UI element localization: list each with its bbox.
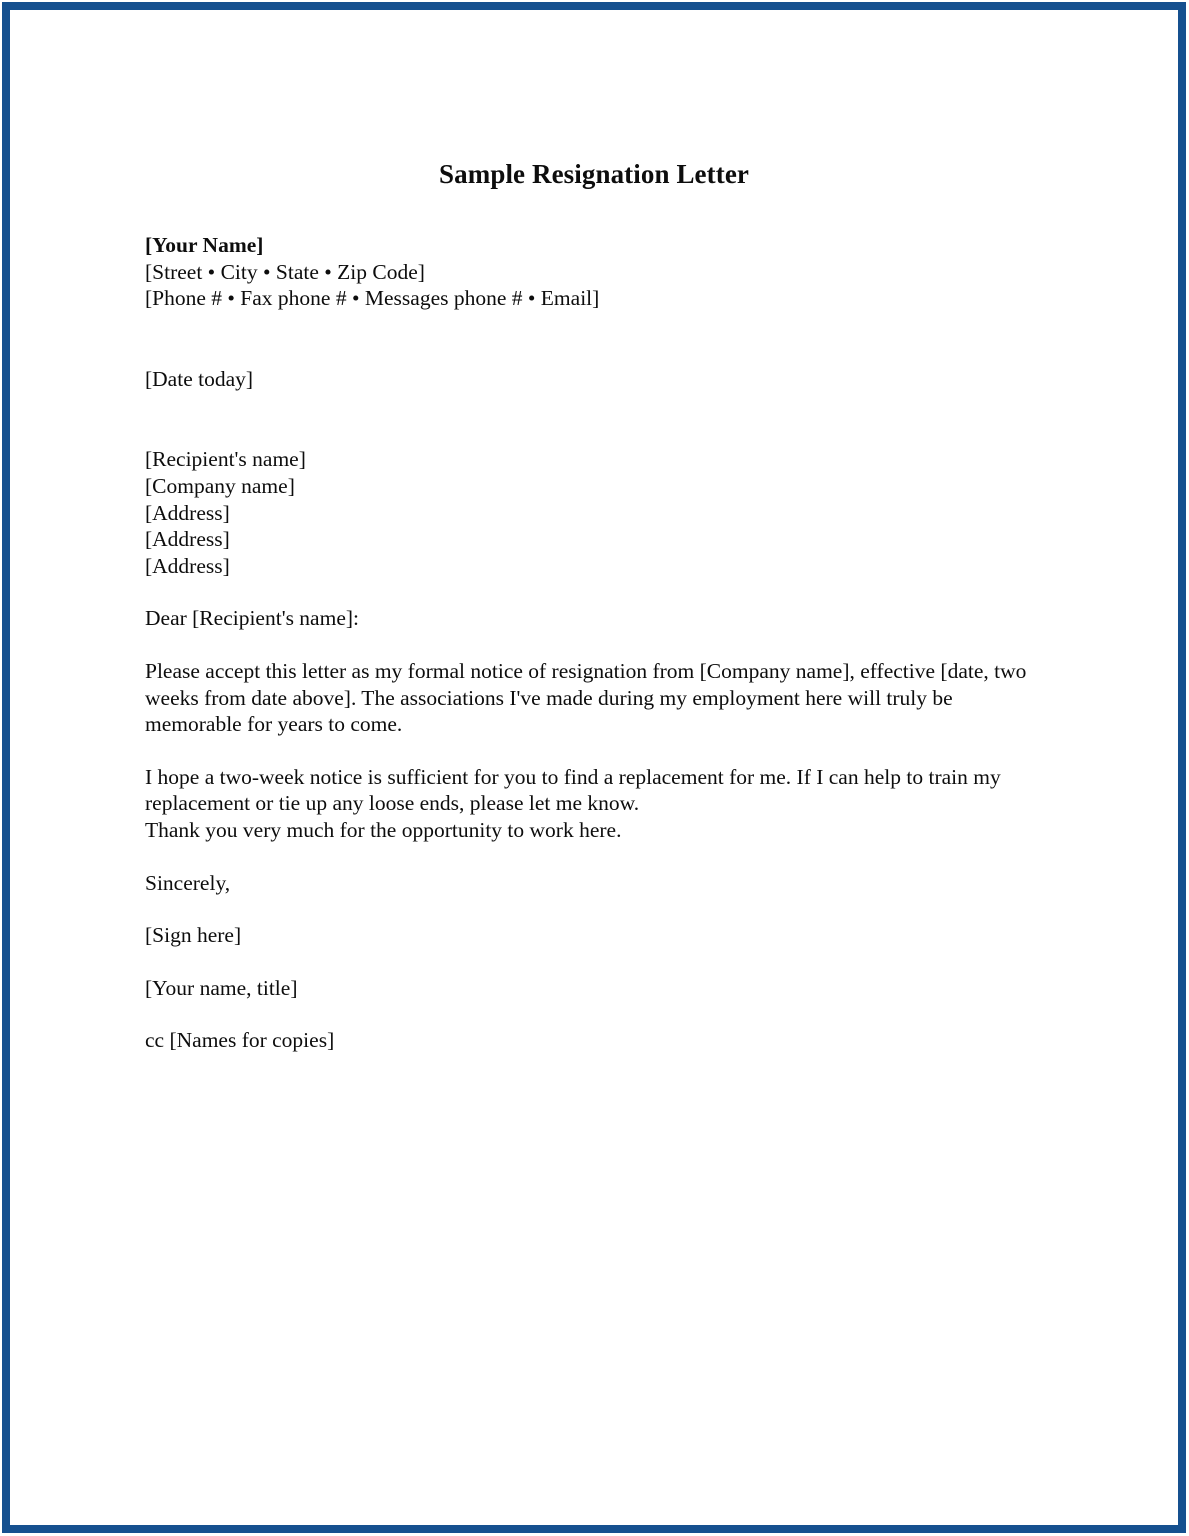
date-block bbox=[145, 366, 1045, 393]
recipient-address-line-1: [Address] bbox=[145, 500, 230, 525]
spacer-before-paragraph-2 bbox=[145, 738, 1045, 764]
sender-contact-details: [Phone # • Fax phone # • Messages phone # • Email] bbox=[145, 286, 600, 311]
spacer-after-date bbox=[145, 392, 1045, 446]
body-paragraph-2 bbox=[145, 764, 1045, 844]
letter-date: [Date today] bbox=[145, 366, 254, 391]
spacer-before-signature bbox=[145, 896, 1045, 922]
valediction: Sincerely, bbox=[145, 870, 231, 895]
body-paragraph-1: Please accept this letter as my formal notice of resignation from [Company name], effective [date, two weeks from date above]. The associations I've made during my employment here will truly be memorable for years to come. bbox=[145, 658, 1027, 737]
spacer-before-cc bbox=[145, 1001, 1045, 1027]
body-paragraph-2-sentence-2: Thank you very much for the opportunity to work here. bbox=[145, 817, 622, 842]
recipient-company: [Company name] bbox=[145, 473, 295, 498]
spacer-before-closing bbox=[145, 844, 1045, 870]
sender-name-and-title: [Your name, title] bbox=[145, 975, 298, 1000]
carbon-copy-line: cc [Names for copies] bbox=[145, 1028, 335, 1053]
sender-street-address: [Street • City • State • Zip Code] bbox=[145, 259, 425, 284]
spacer-after-recipient bbox=[145, 579, 1045, 605]
recipient-address-line-2: [Address] bbox=[145, 527, 230, 552]
valediction-block bbox=[145, 870, 1045, 897]
sender-address-block bbox=[145, 232, 1045, 312]
resignation-letter-document bbox=[10, 10, 1178, 1525]
salutation: Dear [Recipient's name]: bbox=[145, 606, 360, 631]
sender-name-title-block bbox=[145, 975, 1045, 1002]
signature-block bbox=[145, 922, 1045, 949]
salutation-block bbox=[145, 605, 1045, 632]
spacer-after-sender bbox=[145, 312, 1045, 366]
spacer-before-name-title bbox=[145, 949, 1045, 975]
page-border bbox=[2, 2, 1186, 1533]
signature-placeholder: [Sign here] bbox=[145, 923, 242, 948]
sender-name: [Your Name] bbox=[145, 233, 264, 257]
body-paragraph-2-sentence-1: I hope a two-week notice is sufficient for you to find a replacement for me. If I can help to train my replacement or tie up any loose ends, please let me know. bbox=[145, 764, 1001, 816]
spacer-before-paragraph-1 bbox=[145, 632, 1045, 658]
carbon-copy-block bbox=[145, 1027, 1045, 1054]
recipient-address-block bbox=[145, 446, 1045, 579]
page-title: Sample Resignation Letter bbox=[439, 159, 749, 190]
recipient-address-line-3: [Address] bbox=[145, 553, 230, 578]
letter-content bbox=[145, 232, 1045, 1054]
recipient-name: [Recipient's name] bbox=[145, 447, 306, 472]
